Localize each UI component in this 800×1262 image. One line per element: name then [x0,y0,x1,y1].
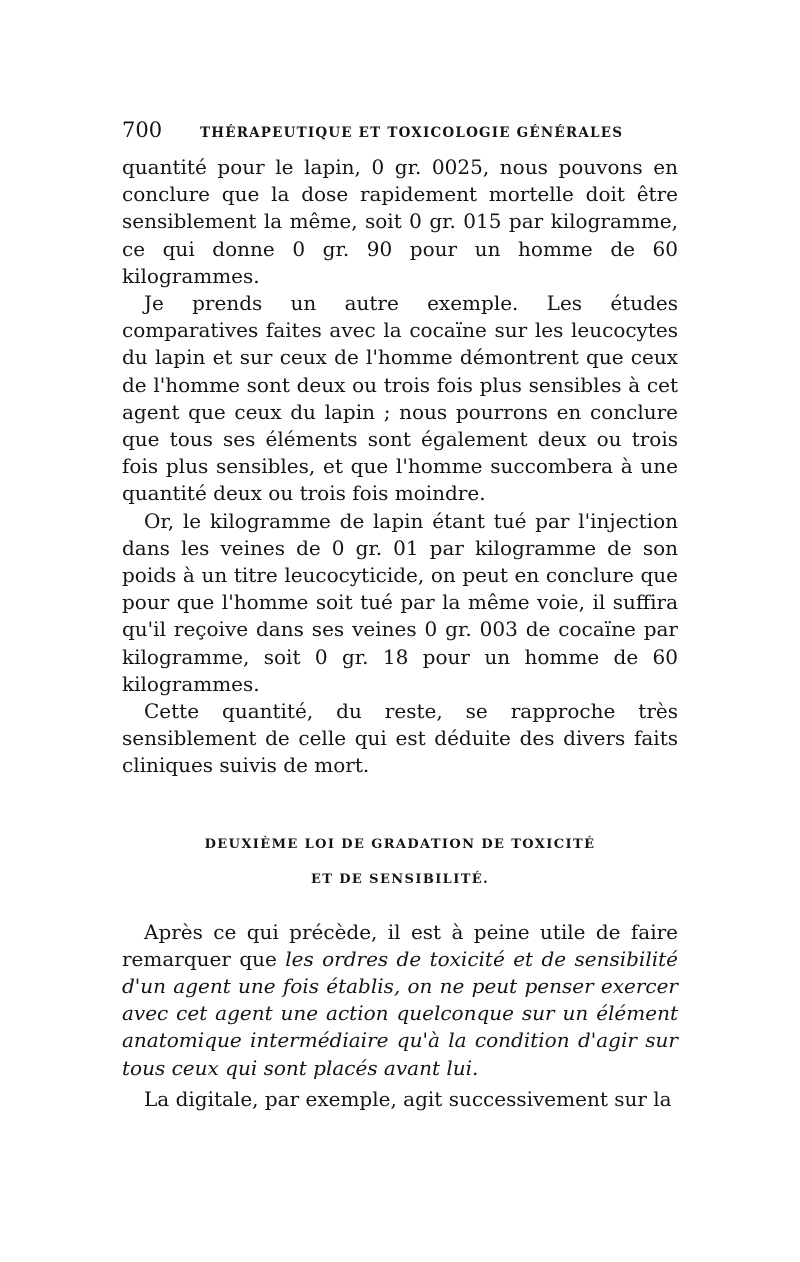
paragraph-digitalis: La digitale, par exemple, agit successivement sur la [144,1086,672,1111]
paragraph-second-law-italic: les ordres de toxicité et de sensibilité d'un agent une fois établis, on ne peut penser exercer avec cet agent une action quelconque sur un élément anatomique intermédiaire qu'à la condition d'agir sur tous ceux qui sont placés avant lui. [122,946,678,1080]
running-title: THÉRAPEUTIQUE ET TOXICOLOGIE GÉNÉRALES [200,125,624,141]
page-number: 700 [122,118,163,142]
paragraph-second-law-roman: Après ce qui précède, il est à peine utile de faire remarquer que [122,919,678,971]
paragraph-clinical-facts: Cette quantité, du reste, se rapproche très sensiblement de celle qui est déduite des divers faits cliniques suivis de mort. [122,699,678,778]
paragraph-continued: quantité pour le lapin, 0 gr. 0025, nous pouvons en conclure que la dose rapidement mortelle doit être sensiblement la même, soit 0 gr. 015 par kilogramme, ce qui donne 0 gr. 90 pour un homme de 60 kilogrammes. [122,155,678,288]
section-heading-line2: ET DE SENSIBILITÉ. [310,871,490,887]
running-header [122,118,678,148]
paragraph-cocaine-example: Je prends un autre exemple. Les études comparatives faites avec la cocaïne sur les leucocytes du lapin et sur ceux de l'homme démontrent que ceux de l'homme sont deux ou trois fois plus sensibles à cet agent que ceux du lapin ; nous pourrons en conclure que tous ses éléments sont également deux ou trois fois plus sensibles, et que l'homme succombera à une quantité deux ou trois fois moindre. [122,291,678,506]
section-heading-line1: DEUXIÈME LOI DE GRADATION DE TOXICITÉ [204,836,596,852]
paragraph-second-law [122,919,678,1082]
paragraph-rabbit-injection: Or, le kilogramme de lapin étant tué par l'injection dans les veines de 0 gr. 01 par kilogramme de son poids à un titre leucocyticide, on peut en conclure que pour que l'homme soit tué par la même voie, il suffira qu'il reçoive dans ses veines 0 gr. 003 de cocaïne par kilogramme, soit 0 gr. 18 pour un homme de 60 kilogrammes. [122,508,678,696]
book-page [122,118,678,1113]
